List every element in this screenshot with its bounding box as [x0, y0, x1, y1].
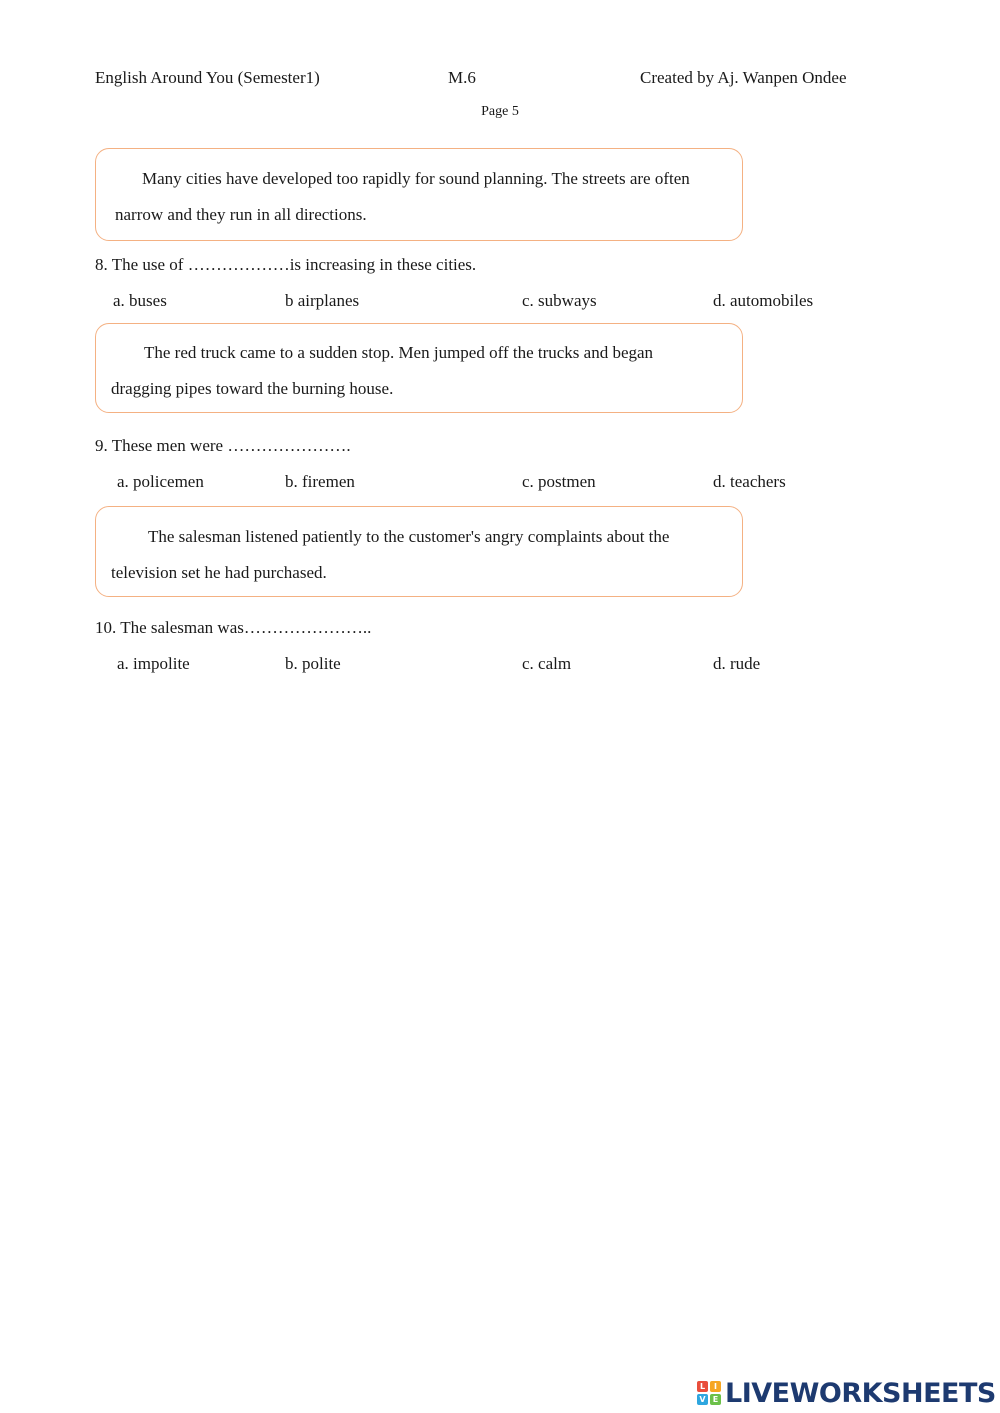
- passage-line: dragging pipes toward the burning house.: [111, 379, 394, 398]
- option-10a[interactable]: a. impolite: [117, 654, 190, 673]
- level-label: M.6: [448, 68, 476, 87]
- question-10: 10. The salesman was…………………..: [95, 618, 372, 637]
- passage-line: The red truck came to a sudden stop. Men jumped off the trucks and began: [144, 343, 654, 362]
- passage-line: Many cities have developed too rapidly for sound planning. The streets are often: [142, 169, 690, 188]
- passage-box: [95, 323, 743, 413]
- passage-box: [95, 506, 743, 597]
- option-8a[interactable]: a. buses: [113, 291, 167, 310]
- logo-tile: L: [697, 1381, 708, 1392]
- passage-line: The salesman listened patiently to the customer's angry complaints about the: [148, 527, 670, 546]
- question-9: 9. These men were ………………….: [95, 436, 351, 455]
- option-9d[interactable]: d. teachers: [713, 472, 786, 491]
- option-8d[interactable]: d. automobiles: [713, 291, 814, 310]
- liveworksheets-logo[interactable]: [697, 1378, 996, 1408]
- option-10c[interactable]: c. calm: [522, 654, 572, 673]
- course-title: English Around You (Semester1): [95, 68, 320, 87]
- passage-box: [95, 148, 743, 241]
- logo-tile: V: [697, 1394, 708, 1405]
- page-number: Page 5: [481, 104, 519, 119]
- option-10b[interactable]: b. polite: [285, 654, 341, 673]
- option-9a[interactable]: a. policemen: [117, 472, 204, 491]
- passage-line: narrow and they run in all directions.: [115, 205, 367, 224]
- logo-tile: I: [710, 1381, 721, 1392]
- logo-tiles-icon: [697, 1381, 721, 1405]
- option-8c[interactable]: c. subways: [522, 291, 597, 310]
- logo-text: LIVEWORKSHEETS: [725, 1377, 996, 1409]
- logo-tile: E: [710, 1394, 721, 1405]
- option-9c[interactable]: c. postmen: [522, 472, 596, 491]
- option-9b[interactable]: b. firemen: [285, 472, 355, 491]
- question-8: 8. The use of ………………is increasing in these cities.: [95, 255, 477, 274]
- author-label: Created by Aj. Wanpen Ondee: [640, 68, 847, 87]
- option-10d[interactable]: d. rude: [713, 654, 761, 673]
- option-8b[interactable]: b airplanes: [285, 291, 360, 310]
- passage-line: television set he had purchased.: [111, 563, 327, 582]
